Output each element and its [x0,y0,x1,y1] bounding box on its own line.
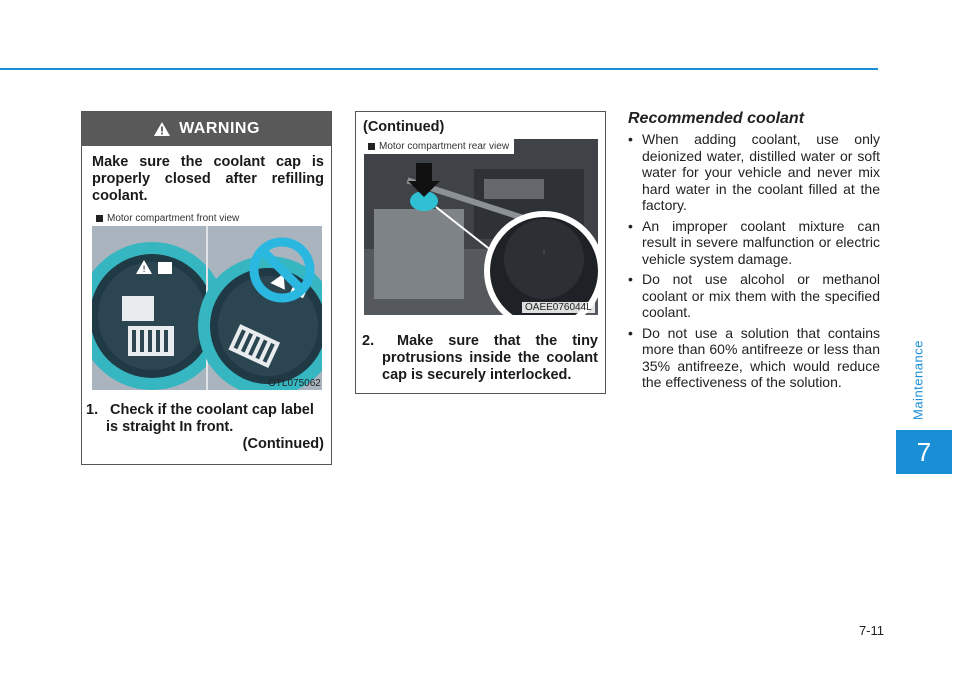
step-text: Make sure that the tiny protrusions inside the coolant cap is securely interlocked. [382,333,598,383]
chapter-label: Maintenance [910,340,926,420]
coolant-cap-front-illustration [92,226,322,390]
warning-box [81,111,332,465]
caption-square-icon [368,143,375,150]
rear-figure-caption [364,139,514,154]
bullet-dot-icon: • [628,271,633,287]
bullet-dot-icon: • [628,324,633,341]
warning-title: WARNING [179,120,260,137]
coolant-bullet-list [628,131,880,395]
continued-box [355,111,606,394]
list-item: • When adding coolant, use only deionized water, distilled water or soft water for your vehicle and never mix hard water in the coolant filled at the factory. [628,131,880,213]
svg-text:!: ! [142,265,146,275]
header-rule [0,68,878,70]
caption-square-icon [96,215,103,222]
front-figure-caption-text: Motor compartment front view [107,213,240,224]
warning-header [82,112,331,146]
svg-text:!: ! [542,249,546,257]
chapter-number-tab: 7 [896,430,952,474]
bullet-dot-icon: • [628,131,633,147]
rear-figure-caption-text: Motor compartment rear view [379,141,510,152]
continued-step-2 [362,333,598,384]
coolant-cap-rear-illustration [364,139,598,315]
warning-triangle-icon [153,121,171,137]
step-number: 1. [86,402,99,418]
page-number: 7-11 [858,623,884,638]
section-title: Recommended coolant [628,110,805,127]
warning-intro-text: Make sure the coolant cap is properly closed after refilling coolant. [92,154,324,204]
rear-figure-code: OAEE076044L [522,302,595,313]
bullet-dot-icon: • [628,217,633,234]
step-number: 2. [362,333,375,349]
continued-label: (Continued) [242,436,324,452]
warning-step-1 [86,402,324,453]
coolant-cap-rear-figure [364,139,598,315]
list-item: • An improper coolant mixture can result in severe malfunction or electric vehicle system damage. [628,217,880,267]
continued-title: (Continued) [363,119,445,135]
step-text: Check if the coolant cap label is straight In front. [106,402,314,435]
list-item: • Do not use alcohol or methanol coolant or mix them with the specified coolant. [628,271,880,320]
list-item: • Do not use a solution that contains more than 60% antifreeze or less than 35% antifreeze, which would reduce the effectiveness of the solution. [628,324,880,390]
coolant-cap-front-figure [92,226,322,390]
front-figure-code: OTL075062 [268,378,321,389]
front-figure-caption [96,213,239,224]
